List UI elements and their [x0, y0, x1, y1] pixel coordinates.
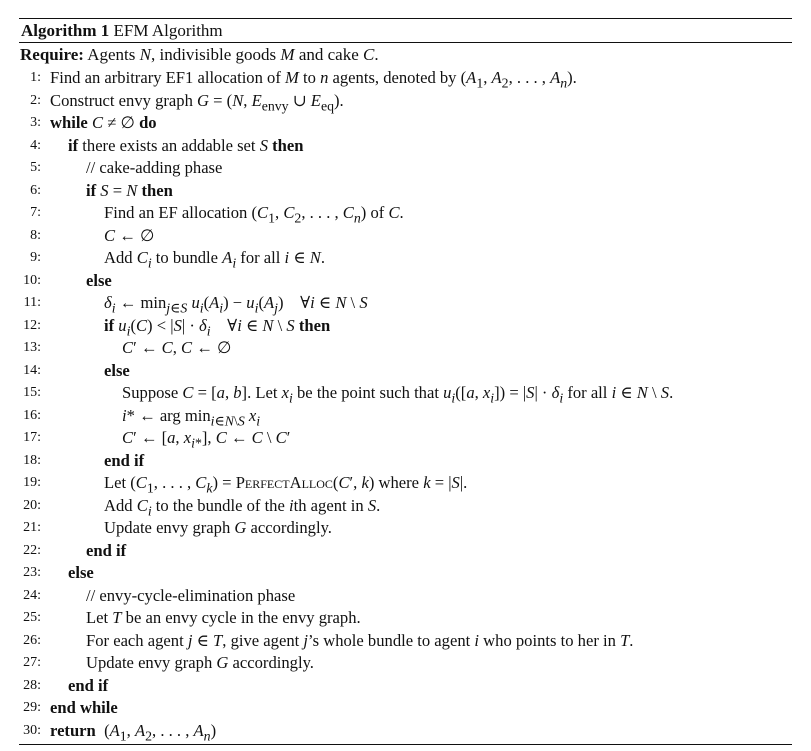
- algorithm-box: [19, 18, 792, 745]
- algorithm-line: [19, 90, 792, 113]
- line-number: 5:: [30, 160, 41, 175]
- algorithm-title: [19, 19, 792, 42]
- algorithm-line: [19, 180, 792, 203]
- require-line: [19, 44, 792, 66]
- algorithm-line: [19, 135, 792, 158]
- line-number: 3:: [30, 115, 41, 130]
- line-number: 1:: [30, 70, 41, 85]
- line-code: Find an EF allocation ($C_1$, $C_2$, . . . , $C_n$) of C.: [104, 203, 404, 226]
- line-code: Add $C_i$ to the bundle of the ith agent in S.: [104, 495, 381, 518]
- algorithm-line: [19, 247, 792, 270]
- algorithm-line: [19, 315, 792, 338]
- line-code: // envy-cycle-elimination phase: [86, 585, 296, 605]
- line-number: 2:: [30, 92, 41, 108]
- algorithm-lines: [19, 67, 792, 742]
- line-number: 9:: [30, 250, 41, 265]
- algorithm-line: [19, 202, 792, 225]
- algorithm-line: [19, 540, 792, 563]
- line-code: end if: [104, 450, 145, 470]
- algorithm-line: [19, 225, 792, 248]
- line-code: if $u_i(C) < |S| \cdot \delta_i$ ∀i ∈ N \ S then: [104, 315, 331, 338]
- line-number: 11:: [23, 295, 41, 310]
- line-code: end if: [68, 675, 109, 695]
- line-code: Suppose C = [a, b]. Let $x_i$ be the point such that $u_i([a$, $x_i]) = |S| \cdot \delta_i$ for all i ∈ N \ S.: [122, 383, 674, 406]
- line-number: 20:: [23, 497, 41, 513]
- line-code: C′ ← C, C ← ∅: [122, 338, 232, 357]
- line-code: $\delta_i$ ← $\min_{j\in S} u_i(A_i) - u_i(A_j)$ ∀i ∈ N \ S: [104, 293, 368, 316]
- algorithm-line: [19, 562, 792, 585]
- line-code: C ← ∅: [104, 225, 155, 245]
- line-number: 26:: [23, 632, 41, 648]
- algorithm-line: [19, 157, 792, 180]
- require-label: Require:: [20, 45, 84, 64]
- algorithm-line: [19, 67, 792, 90]
- algorithm-line: [19, 675, 792, 698]
- line-number: 25:: [23, 610, 41, 625]
- line-code: if S = N then: [86, 180, 173, 200]
- algorithm-line: [19, 292, 792, 315]
- title-rule: [19, 42, 792, 43]
- algorithm-line: [19, 517, 792, 540]
- line-number: 13:: [23, 340, 41, 355]
- line-number: 29:: [23, 700, 41, 715]
- algorithm-name: EFM Algorithm: [113, 21, 223, 40]
- algorithm-line: [19, 585, 792, 608]
- algorithm-line: [19, 427, 792, 450]
- line-number: 10:: [23, 272, 41, 288]
- line-code: Let T be an envy cycle in the envy graph.: [86, 608, 361, 627]
- line-code: Update envy graph G accordingly.: [104, 518, 332, 537]
- line-number: 23:: [23, 565, 41, 580]
- algorithm-line: [19, 607, 792, 630]
- line-number: 21:: [23, 520, 41, 535]
- algorithm-line: [19, 450, 792, 473]
- algorithm-line: [19, 720, 792, 743]
- algorithm-line: [19, 697, 792, 720]
- line-code: while C ≠ ∅ do: [50, 113, 157, 132]
- line-number: 22:: [23, 542, 41, 558]
- line-code: Add $C_i$ to bundle $A_i$ for all i ∈ N.: [104, 248, 325, 271]
- line-code: C′ ← [a, $x_{i*}$], C ← C \ C′: [122, 428, 291, 451]
- line-code: else: [104, 360, 130, 380]
- algorithm-line: [19, 360, 792, 383]
- algorithm-line: [19, 652, 792, 675]
- algorithm-line: [19, 630, 792, 653]
- line-number: 19:: [23, 475, 41, 490]
- line-code: else: [86, 270, 112, 290]
- line-code: end while: [50, 698, 118, 717]
- line-code: Find an arbitrary EF1 allocation of M to n agents, denoted by ($A_1$, $A_2$, . . . , $A_n$).: [50, 68, 577, 91]
- algorithm-line: [19, 472, 792, 495]
- line-number: 30:: [23, 722, 41, 738]
- algorithm-number: Algorithm 1: [21, 21, 110, 40]
- line-number: 15:: [23, 385, 41, 400]
- algorithm-line: [19, 382, 792, 405]
- line-code: end if: [86, 540, 127, 560]
- line-number: 6:: [30, 182, 41, 198]
- line-number: 16:: [23, 407, 41, 423]
- line-number: 12:: [23, 317, 41, 333]
- line-number: 18:: [23, 452, 41, 468]
- line-number: 27:: [23, 655, 41, 670]
- line-code: if there exists an addable set S then: [68, 135, 304, 155]
- line-number: 8:: [30, 227, 41, 243]
- line-number: 24:: [23, 587, 41, 603]
- line-number: 14:: [23, 362, 41, 378]
- algorithm-line: [19, 405, 792, 428]
- line-code: i* ← arg $\min_{i\in N\backslash S} x_i$: [122, 405, 261, 428]
- line-number: 17:: [23, 430, 41, 445]
- algorithm-line: [19, 270, 792, 293]
- line-code: // cake-adding phase: [86, 158, 223, 177]
- algorithm-line: [19, 337, 792, 360]
- require-text: Agents N, indivisible goods M and cake C.: [87, 45, 379, 64]
- line-code: Update envy graph G accordingly.: [86, 653, 314, 672]
- line-number: 7:: [30, 205, 41, 220]
- line-code: return ($A_1$, $A_2$, . . . , $A_n$): [50, 720, 217, 743]
- line-code: else: [68, 563, 94, 582]
- algorithm-line: [19, 495, 792, 518]
- line-code: Let ($C_1$, . . . , $C_k$) = PerfectAlloc(C′, k) where k = |S|.: [104, 473, 468, 496]
- line-code: For each agent j ∈ T, give agent j’s whole bundle to agent i who points to her in T.: [86, 630, 634, 650]
- line-number: 28:: [23, 677, 41, 693]
- line-code: Construct envy graph G = (N, $E_{envy}$ ∪ $E_{eq}$).: [50, 90, 344, 113]
- algorithm-line: [19, 112, 792, 135]
- line-number: 4:: [30, 137, 41, 153]
